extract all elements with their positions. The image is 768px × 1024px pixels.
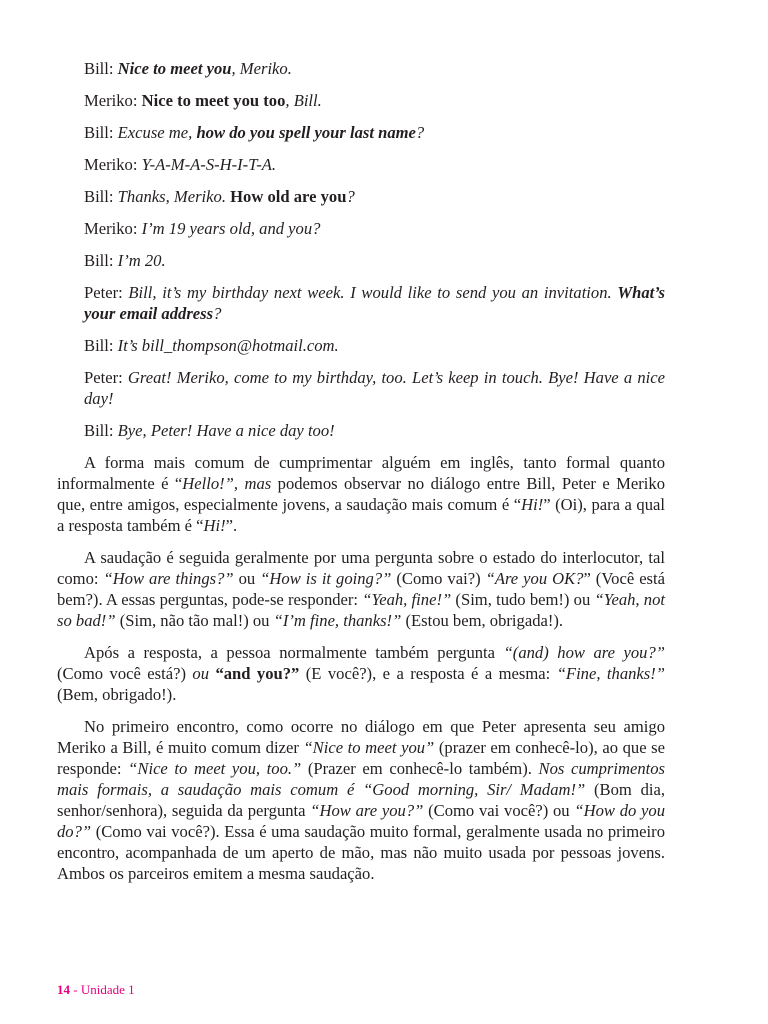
prose-section	[57, 452, 665, 884]
speaker-name: Bill:	[84, 336, 114, 355]
text-run: ?	[213, 304, 222, 323]
text-run: Bill, it’s my birthday next week. I would like to send you an invitation.	[128, 283, 618, 302]
speaker-name: Bill:	[84, 123, 114, 142]
text-run: Hi!	[203, 516, 226, 535]
text-run: ou	[192, 664, 209, 683]
text-run: I’m 19 years old, and you?	[141, 219, 321, 238]
text-run: (Como você está?)	[57, 664, 193, 683]
text-run: “and you?”	[215, 664, 300, 683]
speaker-name: Peter:	[84, 283, 123, 302]
text-run: “How are things?”	[103, 569, 234, 588]
text-run: ou	[233, 569, 261, 588]
text-run: “Yeah, fine!”	[362, 590, 452, 609]
text-run: I’m 20.	[117, 251, 166, 270]
text-run: “(and) how are you?”	[503, 643, 665, 662]
page-footer	[57, 982, 135, 998]
text-run: (Bom dia, senhor/senhora), seguida da pergunta	[57, 780, 666, 820]
text-run: , Meriko.	[231, 59, 292, 78]
text-run: It’s bill_thompson@hotmail.com.	[117, 336, 339, 355]
text-run: Hello!”, mas	[182, 474, 278, 493]
dialogue-line	[57, 186, 665, 207]
text-run: podemos observar no diálogo entre Bill, Peter e Meriko que, entre amigos, especialmente jovens, a saudação mais comum é “	[57, 474, 666, 514]
speaker-name: Meriko:	[84, 219, 138, 238]
body-paragraph	[57, 452, 665, 536]
text-run: “How do you do?”	[57, 801, 666, 841]
dialogue-line	[57, 420, 665, 441]
dialogue-line	[57, 90, 665, 111]
text-run: (Como vai você?). Essa é uma saudação muito formal, geralmente usada no primeiro encontro, acompanhada de um aperto de mão, mas não muito usada por pessoas jovens. Ambos os parceiros emitem a mesma saudação.	[57, 822, 665, 883]
text-run: “How are you?”	[310, 801, 424, 820]
dialogue-line	[57, 218, 665, 239]
dialogue-line	[57, 282, 665, 324]
text-run: Thanks, Meriko.	[117, 187, 231, 206]
speaker-name: Meriko:	[84, 155, 138, 174]
text-run: (Sim, tudo bem!) ou	[451, 590, 595, 609]
unit-label: Unidade 1	[80, 982, 135, 997]
text-run: “Nice to meet you”	[303, 738, 435, 757]
text-run: (Prazer em conhecê-lo também).	[301, 759, 539, 778]
text-run: Great! Meriko, come to my birthday, too. Let’s keep in touch. Bye! Have a nice day!	[84, 368, 665, 408]
text-run: “Are you OK?	[485, 569, 584, 588]
text-run: Nos cumprimentos mais formais, a saudação mais comum é “Good morning, Sir/ Madam!”	[57, 759, 665, 799]
speaker-name: Bill:	[84, 421, 114, 440]
text-run: Excuse me,	[117, 123, 197, 142]
body-paragraph	[57, 547, 665, 631]
text-run: “How is it going?”	[260, 569, 392, 588]
text-run: how do you spell your last name	[196, 123, 416, 142]
dialogue-line	[57, 122, 665, 143]
dialogue-line	[57, 335, 665, 356]
dialogue-line	[57, 250, 665, 271]
text-run: Nice to meet you too	[141, 91, 286, 110]
page-content	[57, 58, 665, 895]
text-run: Y-A-M-A-S-H-I-T-A.	[141, 155, 277, 174]
text-run: (Como vai?)	[391, 569, 486, 588]
text-run: (Bem, obrigado!).	[57, 685, 177, 704]
body-paragraph	[57, 642, 665, 705]
text-run: “Nice to meet you, too.”	[128, 759, 302, 778]
page-number: 14	[57, 982, 70, 997]
text-run: ” (Você está bem?). A essas perguntas, pode-se responder:	[57, 569, 665, 609]
text-run: (Como vai você?) ou	[423, 801, 575, 820]
text-run: How old are you	[230, 187, 347, 206]
text-run: No primeiro encontro, como ocorre no diálogo em que Peter apresenta seu amigo Meriko a Bill, é muito comum dizer	[57, 717, 665, 757]
dialogue-line	[57, 154, 665, 175]
text-run: ?	[346, 187, 355, 206]
text-run: ”.	[225, 516, 238, 535]
text-run: “I’m fine, thanks!”	[273, 611, 402, 630]
speaker-name: Meriko:	[84, 91, 138, 110]
body-paragraph	[57, 716, 665, 884]
text-run: ?	[415, 123, 425, 142]
text-run: “Fine, thanks!”	[556, 664, 665, 683]
text-run: ” (Oi), para a qual a resposta também é “	[57, 495, 665, 535]
text-run: “Yeah, not so bad!”	[57, 590, 665, 630]
speaker-name: Bill:	[84, 59, 114, 78]
speaker-name: Bill:	[84, 187, 114, 206]
text-run: Nice to meet you	[117, 59, 232, 78]
dialogue-line	[57, 58, 665, 79]
text-run: Após a resposta, a pessoa normalmente também pergunta	[84, 643, 504, 662]
speaker-name: Bill:	[84, 251, 114, 270]
dialogue-section	[57, 58, 665, 441]
speaker-name: Peter:	[84, 368, 123, 387]
text-run: Bye, Peter! Have a nice day too!	[117, 421, 335, 440]
text-run: What’s your email address	[84, 283, 665, 323]
text-run: (Sim, não tão mal!) ou	[115, 611, 274, 630]
text-run: A forma mais comum de cumprimentar alguém em inglês, tanto formal quanto informalmente é “	[57, 453, 665, 493]
dialogue-line	[57, 367, 665, 409]
text-run: (prazer em conhecê-lo), ao que se responde:	[57, 738, 665, 778]
text-run: (E você?), e a resposta é a mesma:	[299, 664, 557, 683]
text-run: (Estou bem, obrigada!).	[401, 611, 564, 630]
text-run: A saudação é seguida geralmente por uma pergunta sobre o estado do interlocutor, tal como:	[57, 548, 665, 588]
footer-separator: -	[70, 982, 81, 997]
text-run: , Bill.	[285, 91, 322, 110]
text-run: Hi!	[521, 495, 544, 514]
